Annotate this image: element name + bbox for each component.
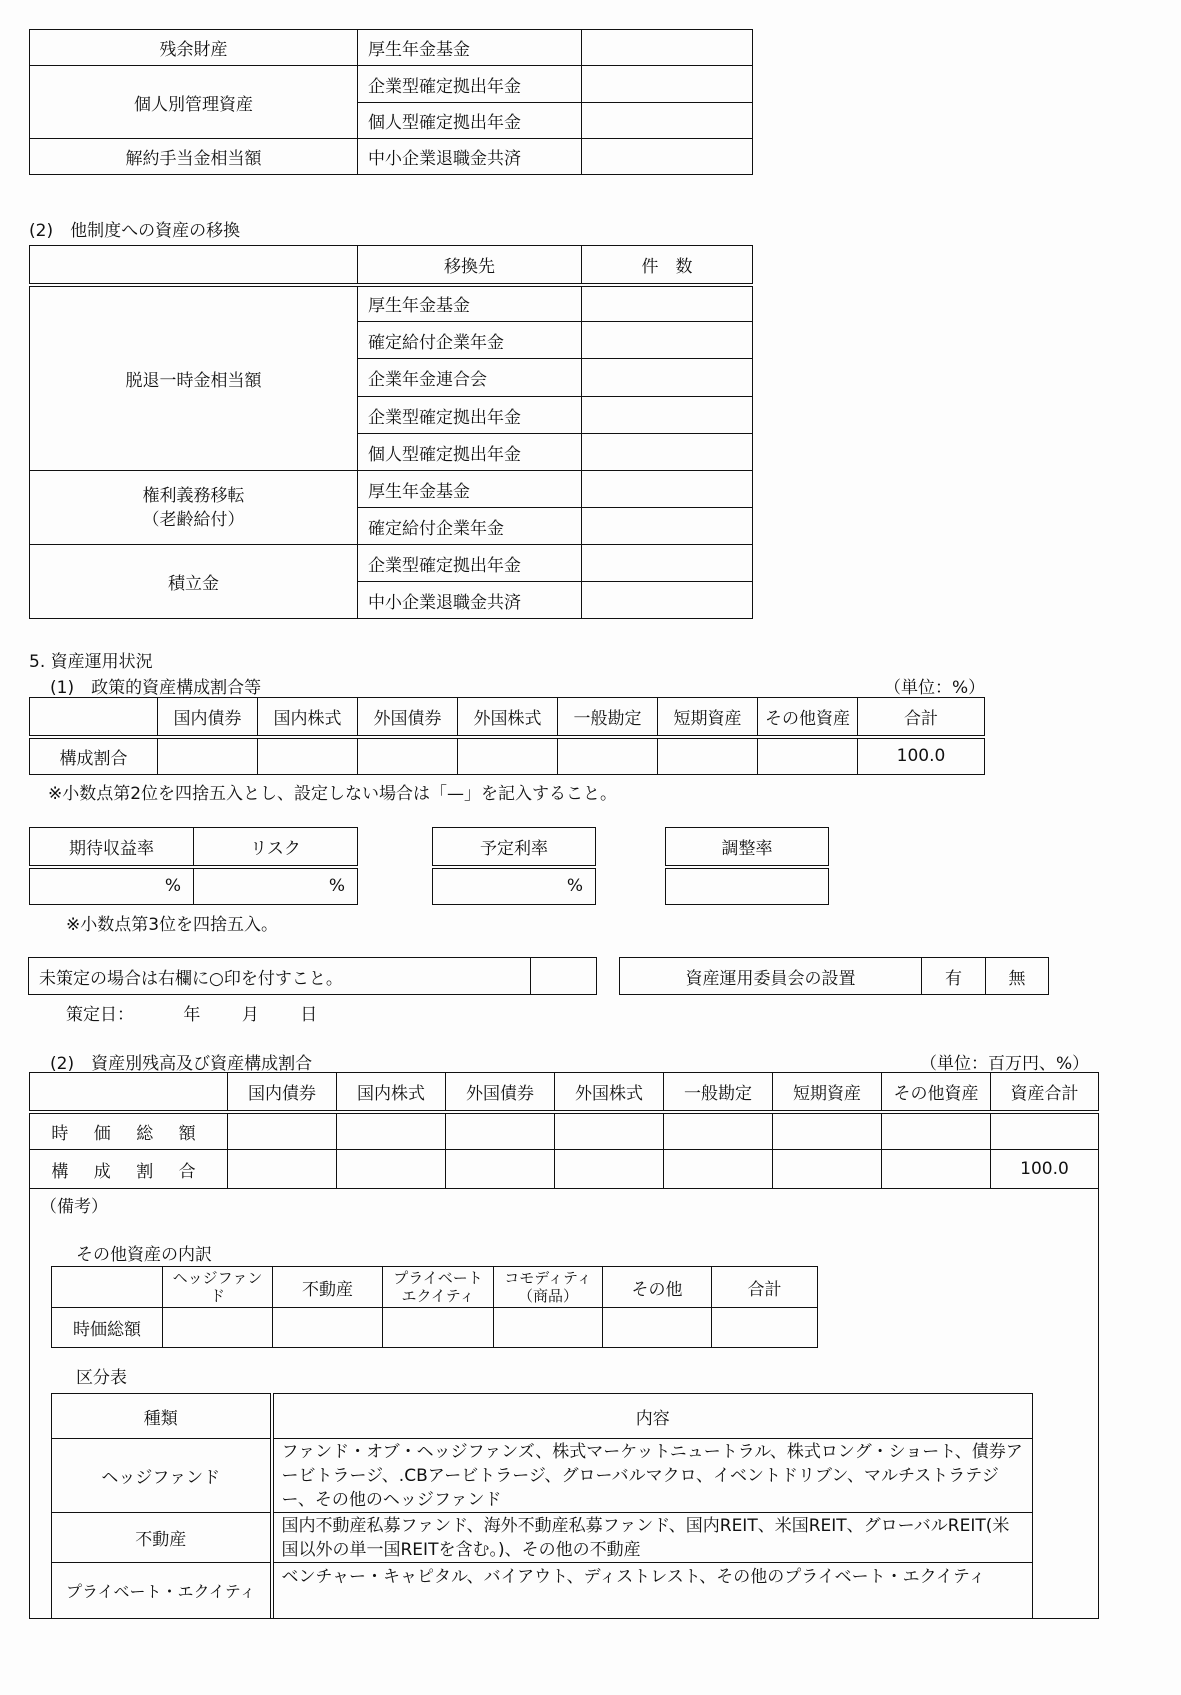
adjustment-rate-table [665, 827, 829, 905]
committee-no[interactable]: 無 [986, 958, 1049, 995]
count-cell[interactable] [582, 545, 753, 582]
input-cell[interactable] [558, 737, 658, 775]
input-cell[interactable] [658, 737, 758, 775]
input-cell[interactable] [773, 1112, 882, 1150]
risk-cell[interactable]: % [194, 867, 358, 905]
input-cell[interactable] [882, 1150, 991, 1189]
header-line: ド [209, 1287, 225, 1305]
input-cell[interactable] [603, 1308, 712, 1348]
established-date [66, 1000, 317, 1025]
category-cell: 積立金 [30, 545, 358, 619]
category-line: 権利義務移転 [142, 485, 245, 506]
input-cell[interactable] [337, 1150, 446, 1189]
row-label-market-value [30, 1112, 228, 1150]
input-cell[interactable] [228, 1112, 337, 1150]
other-assets-title: その他資産の内訳 [76, 1245, 212, 1265]
count-cell[interactable] [582, 359, 753, 397]
input-cell[interactable] [458, 737, 558, 775]
header-other-assets: その他資産 [758, 698, 858, 737]
header-foreign-stocks: 外国株式 [555, 1073, 664, 1112]
header-line: ヘッジファン [172, 1269, 263, 1287]
expected-return-cell[interactable]: % [30, 867, 194, 905]
category-cell: 個人別管理資産 [30, 66, 358, 139]
adjustment-rate-cell[interactable] [666, 867, 829, 905]
type-cell: ヘッジファンド [52, 1439, 272, 1513]
type-cell: プライベート・エクイティ [52, 1563, 272, 1619]
header-commodity [494, 1267, 603, 1308]
destination-cell: 企業型確定拠出年金 [358, 397, 582, 434]
header-blank [30, 1073, 228, 1112]
input-cell[interactable] [494, 1308, 603, 1348]
unestablished-mark-cell[interactable] [531, 958, 597, 995]
row-label-text: 時 価 総 額 [51, 1123, 206, 1144]
policy-note: ※小数点第2位を四捨五入とし、設定しない場合は「—」を記入すること。 [48, 784, 618, 804]
count-cell[interactable] [582, 508, 753, 545]
destination-cell: 中小企業退職金共済 [358, 139, 582, 175]
input-cell[interactable] [555, 1150, 664, 1189]
header-line: エクイティ [401, 1287, 475, 1305]
header-foreign-stocks: 外国株式 [458, 698, 558, 737]
assumed-rate-cell[interactable]: % [433, 867, 596, 905]
committee-label: 資産運用委員会の設置 [620, 958, 922, 995]
category-line: （老齢給付） [142, 509, 245, 530]
return-risk-table [29, 827, 358, 905]
destination-cell: 確定給付企業年金 [358, 322, 582, 359]
header-general-account: 一般勘定 [664, 1073, 773, 1112]
policy-allocation-table [29, 697, 985, 775]
header-total: 合計 [858, 698, 985, 737]
input-cell[interactable] [712, 1308, 818, 1348]
category-cell: 解約手当金相当額 [30, 139, 358, 175]
input-cell[interactable] [664, 1112, 773, 1150]
header-total-assets: 資産合計 [991, 1073, 1099, 1112]
unestablished-table [28, 957, 597, 995]
assumed-rate-table [432, 827, 596, 905]
value-cell[interactable] [582, 30, 753, 66]
destination-cell: 個人型確定拠出年金 [358, 434, 582, 471]
section5-title: 5. 資産運用状況 [29, 652, 153, 672]
header-expected-return: 期待収益率 [30, 828, 194, 867]
input-cell[interactable] [383, 1308, 494, 1348]
category-cell: 脱退一時金相当額 [30, 285, 358, 471]
value-cell[interactable] [582, 103, 753, 139]
header-type: 種類 [52, 1394, 272, 1439]
header-blank [30, 698, 158, 737]
header-real-estate: 不動産 [273, 1267, 383, 1308]
committee-table [619, 957, 1049, 995]
input-cell[interactable] [163, 1308, 273, 1348]
day-label: 日 [300, 1005, 318, 1025]
remarks-label: （備考） [40, 1197, 108, 1217]
policy-title: (1) 政策的資産構成割合等 [50, 678, 262, 698]
residual-assets-table [29, 29, 753, 175]
header-line: プライベート [393, 1269, 483, 1287]
transfer-table [29, 245, 753, 619]
count-cell[interactable] [582, 397, 753, 434]
input-cell[interactable] [446, 1150, 555, 1189]
count-cell[interactable] [582, 471, 753, 508]
header-foreign-bonds: 外国債券 [358, 698, 458, 737]
category-cell: 残余財産 [30, 30, 358, 66]
header-private-equity [383, 1267, 494, 1308]
row-label-text: 構 成 割 合 [51, 1161, 206, 1182]
input-cell[interactable] [882, 1112, 991, 1150]
header-domestic-bonds: 国内債券 [228, 1073, 337, 1112]
date-label: 策定日： [66, 1005, 134, 1025]
count-cell[interactable] [582, 285, 753, 322]
destination-cell: 企業型確定拠出年金 [358, 66, 582, 103]
input-cell[interactable] [773, 1150, 882, 1189]
year-label: 年 [183, 1005, 201, 1025]
classification-table [51, 1393, 1033, 1619]
category-cell [30, 471, 358, 545]
input-cell[interactable] [273, 1308, 383, 1348]
row-label: 時価総額 [52, 1308, 163, 1348]
policy-unit: （単位：%） [884, 678, 986, 698]
input-cell[interactable] [664, 1150, 773, 1189]
header-foreign-bonds: 外国債券 [446, 1073, 555, 1112]
header-short-term: 短期資産 [773, 1073, 882, 1112]
header-count: 件 数 [582, 246, 753, 285]
destination-cell: 企業型確定拠出年金 [358, 545, 582, 582]
value-cell[interactable] [582, 66, 753, 103]
destination-cell: 厚生年金基金 [358, 285, 582, 322]
balance-title: (2) 資産別残高及び資産構成割合 [50, 1054, 313, 1074]
header-other-assets: その他資産 [882, 1073, 991, 1112]
content-cell: 国内不動産私募ファンド、海外不動産私募ファンド、国内REIT、米国REIT、グローバルREIT(米国以外の単一国REITを含む。)、その他の不動産 [272, 1513, 1033, 1563]
value-cell[interactable] [582, 139, 753, 175]
input-cell[interactable] [555, 1112, 664, 1150]
destination-cell: 厚生年金基金 [358, 30, 582, 66]
destination-cell: 企業年金連合会 [358, 359, 582, 397]
input-cell[interactable] [446, 1112, 555, 1150]
count-cell[interactable] [582, 434, 753, 471]
header-domestic-stocks: 国内株式 [337, 1073, 446, 1112]
destination-cell: 個人型確定拠出年金 [358, 103, 582, 139]
header-assumed-rate: 予定利率 [433, 828, 596, 867]
balance-unit: （単位：百万円、%） [920, 1054, 1090, 1074]
section-title-transfer: (2) 他制度への資産の移換 [29, 221, 241, 241]
header-line: コモディティ [504, 1269, 592, 1287]
header-hedge-fund [163, 1267, 273, 1308]
month-label: 月 [241, 1005, 259, 1025]
header-content: 内容 [272, 1394, 1033, 1439]
balance-table [29, 1072, 1099, 1189]
input-cell[interactable] [228, 1150, 337, 1189]
input-cell[interactable] [758, 737, 858, 775]
header-general-account: 一般勘定 [558, 698, 658, 737]
header-total: 合計 [712, 1267, 818, 1308]
input-cell[interactable] [991, 1112, 1099, 1150]
destination-cell: 厚生年金基金 [358, 471, 582, 508]
header-line: （商品） [517, 1287, 578, 1305]
input-cell[interactable] [258, 737, 358, 775]
content-cell: ファンド・オブ・ヘッジファンズ、株式マーケットニュートラル、株式ロング・ショート、債券アービトラージ、.CBアービトラージ、グローバルマクロ、イベントドリブン、マルチストラテジー、その他のヘッジファンド [272, 1439, 1033, 1513]
header-domestic-bonds: 国内債券 [158, 698, 258, 737]
type-cell: 不動産 [52, 1513, 272, 1563]
input-cell[interactable] [358, 737, 458, 775]
count-cell[interactable] [582, 582, 753, 619]
header-other: その他 [603, 1267, 712, 1308]
rates-note: ※小数点第3位を四捨五入。 [66, 915, 279, 935]
classification-title: 区分表 [76, 1368, 127, 1388]
destination-cell: 確定給付企業年金 [358, 508, 582, 545]
destination-cell: 中小企業退職金共済 [358, 582, 582, 619]
other-assets-table [51, 1266, 818, 1348]
unestablished-text: 未策定の場合は右欄に○印を付すこと。 [29, 958, 531, 995]
header-destination: 移換先 [358, 246, 582, 285]
header-short-term: 短期資産 [658, 698, 758, 737]
committee-yes[interactable]: 有 [922, 958, 986, 995]
header-blank [52, 1267, 163, 1308]
header-blank [30, 246, 358, 285]
header-domestic-stocks: 国内株式 [258, 698, 358, 737]
row-label: 構成割合 [30, 737, 158, 775]
row-label-composition [30, 1150, 228, 1189]
input-cell[interactable] [337, 1112, 446, 1150]
header-adjustment-rate: 調整率 [666, 828, 829, 867]
count-cell[interactable] [582, 322, 753, 359]
input-cell[interactable] [158, 737, 258, 775]
content-cell: ベンチャー・キャピタル、バイアウト、ディストレスト、その他のプライベート・エクイティ [272, 1563, 1033, 1619]
total-value: 100.0 [991, 1150, 1099, 1189]
header-risk: リスク [194, 828, 358, 867]
total-value: 100.0 [858, 737, 985, 775]
